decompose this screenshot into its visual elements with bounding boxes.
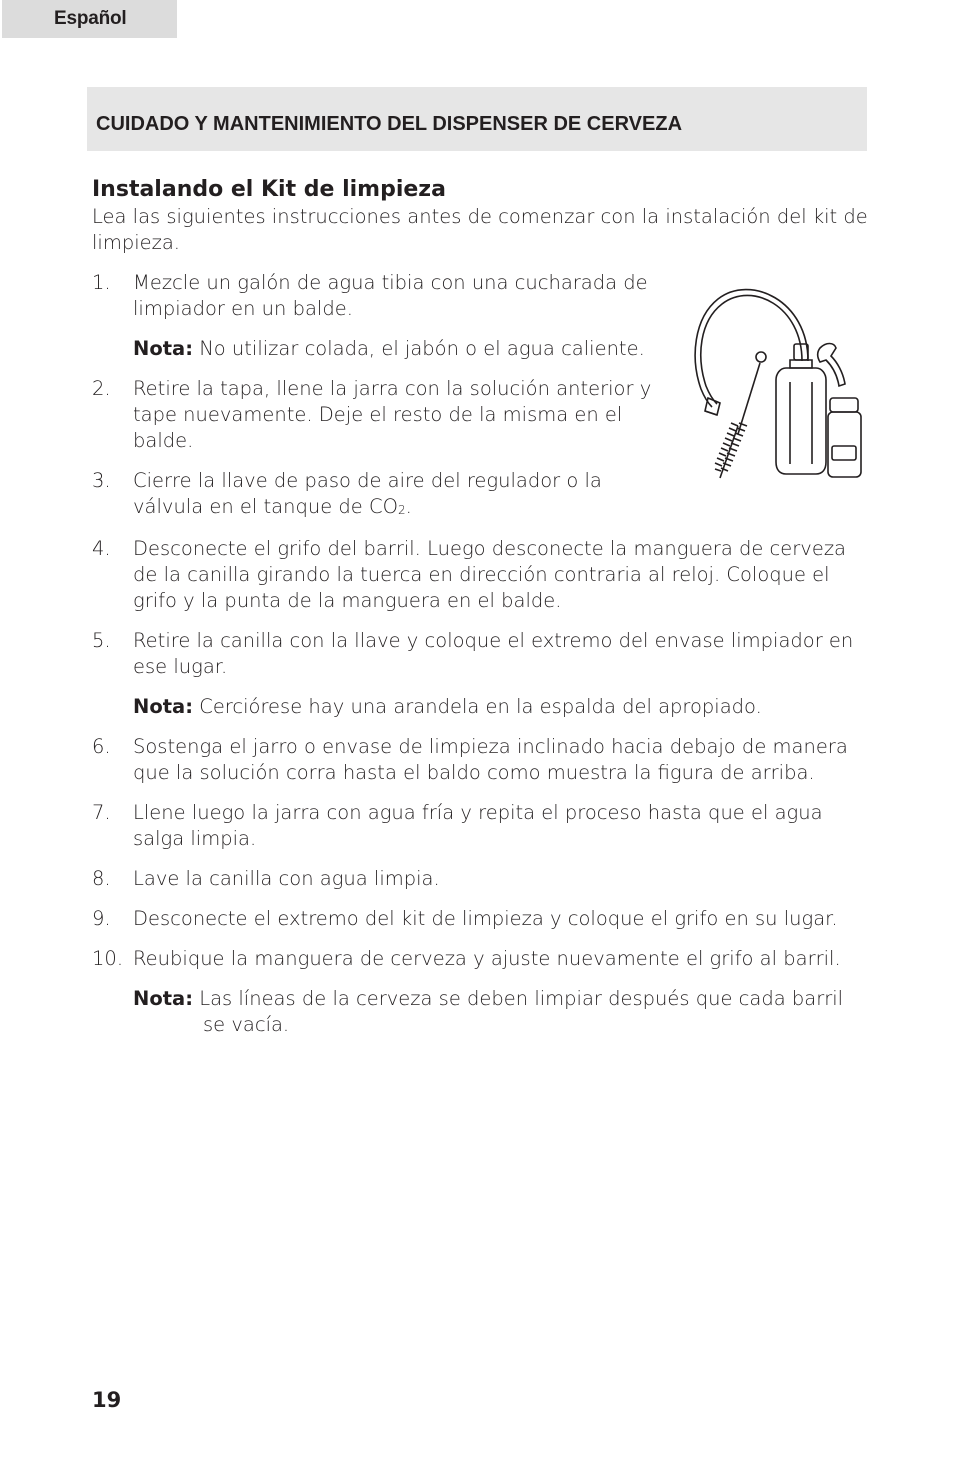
intro-paragraph: Lea las siguientes instrucciones antes de comenzar con la instalación del kit de limpieza. xyxy=(92,205,868,254)
step-6 xyxy=(92,734,870,786)
step-number: 7. xyxy=(92,801,111,824)
step-text: Retire la tapa, llene la jarra con la solución anterior y tape nuevamente. Deje el resto de la misma en el balde. xyxy=(133,377,652,452)
step-text: Retire la canilla con la llave y coloque el extremo del envase limpiador en ese lugar. xyxy=(133,629,854,678)
wrench xyxy=(818,344,845,387)
step-1 xyxy=(92,270,673,322)
step-number: 8. xyxy=(92,867,111,890)
small-jar xyxy=(828,398,861,477)
step-8 xyxy=(92,866,870,892)
step-text: Mezcle un galón de agua tibia con una cucharada de limpiador en un balde. xyxy=(133,271,648,320)
step-3 xyxy=(92,468,673,522)
step-2 xyxy=(92,376,673,454)
note-2 xyxy=(92,694,870,720)
language-tab: Español xyxy=(2,0,177,38)
note-text: Las líneas de la cerveza se deben limpiar después que cada barril se vacía. xyxy=(193,987,844,1036)
step-5 xyxy=(92,628,870,680)
brush-bristles xyxy=(715,423,747,478)
step-9 xyxy=(92,906,870,932)
note-text: No utilizar colada, el jabón o el agua caliente. xyxy=(193,337,645,360)
step-text: Lave la canilla con agua limpia. xyxy=(133,867,440,890)
hose xyxy=(701,295,802,404)
step-number: 1. xyxy=(92,271,111,294)
step-text: Cierre la llave de paso de aire del regulador o la válvula en el tanque de CO xyxy=(133,469,602,518)
cleaning-kit-illustration xyxy=(692,286,864,482)
note-label: Nota: xyxy=(133,695,193,718)
step-number: 2. xyxy=(92,377,111,400)
note-label: Nota: xyxy=(133,987,193,1010)
section-title: CUIDADO Y MANTENIMIENTO DEL DISPENSER DE CERVEZA xyxy=(87,87,867,151)
step-10 xyxy=(92,946,870,972)
note-text: Cerciórese hay una arandela en la espalda del apropiado. xyxy=(193,695,762,718)
step-text-tail: . xyxy=(405,495,412,518)
page-number: 19 xyxy=(92,1388,122,1412)
subheading: Instalando el Kit de limpieza xyxy=(92,177,446,202)
step-number: 4. xyxy=(92,537,111,560)
step-number: 3. xyxy=(92,469,111,492)
step-number: 6. xyxy=(92,735,111,758)
brush-ring xyxy=(756,352,766,362)
step-4 xyxy=(92,536,870,614)
subscript-2: 2 xyxy=(397,503,406,517)
step-number: 10. xyxy=(92,947,124,970)
step-text: Reubique la manguera de cerveza y ajuste nuevamente el grifo al barril. xyxy=(133,947,841,970)
note-3 xyxy=(92,986,870,1038)
step-number: 5. xyxy=(92,629,111,652)
note-label: Nota: xyxy=(133,337,193,360)
step-text: Desconecte el extremo del kit de limpieza y coloque el grifo en su lugar. xyxy=(133,907,838,930)
step-text: Sostenga el jarro o envase de limpieza inclinado hacia debajo de manera que la solución corra hasta el baldo como muestra la figura de arriba. xyxy=(133,735,848,784)
step-7 xyxy=(92,800,870,852)
step-text: Llene luego la jarra con agua fría y repita el proceso hasta que el agua salga limpia. xyxy=(133,801,823,850)
step-number: 9. xyxy=(92,907,111,930)
step-text: Desconecte el grifo del barril. Luego desconecte la manguera de cerveza de la canilla girando la tuerca en dirección contraria al reloj. Coloque el grifo y la punta de la manguera en el balde. xyxy=(133,537,847,612)
cleaning-bottle xyxy=(776,344,826,474)
